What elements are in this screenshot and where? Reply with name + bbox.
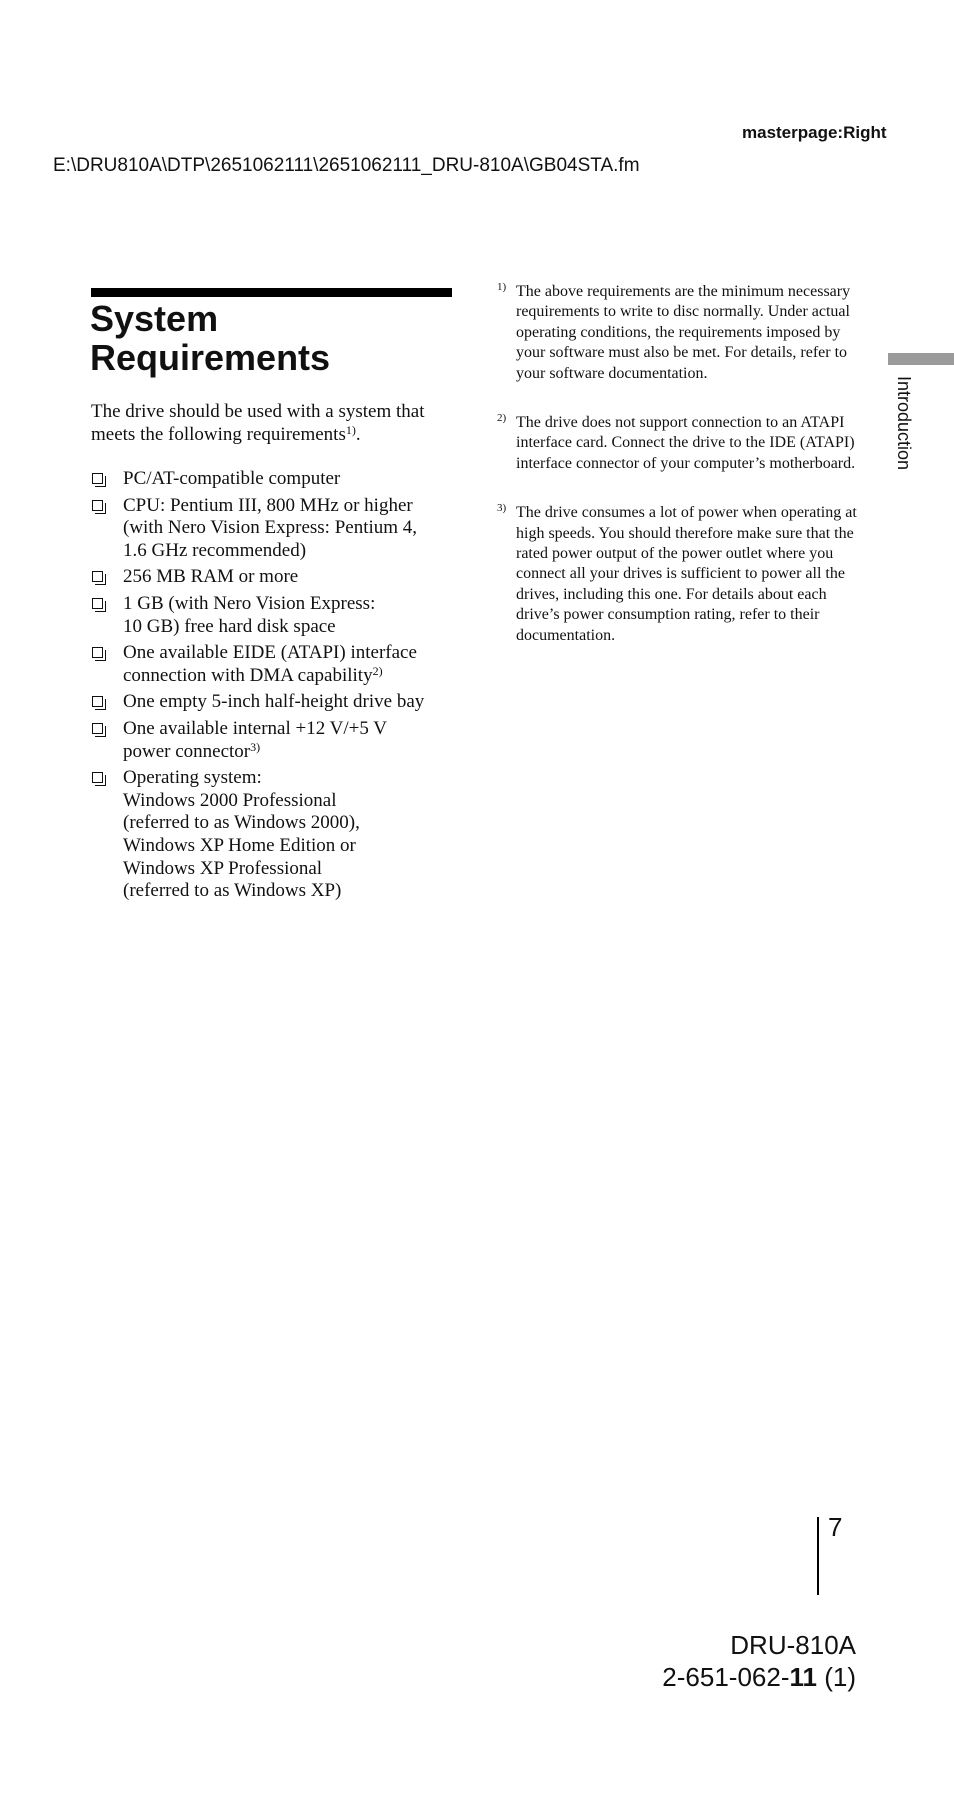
checkbox-bullet-icon: [92, 473, 103, 484]
requirement-item: [91, 468, 466, 491]
requirement-line: (referred to as Windows 2000),: [123, 812, 360, 834]
requirement-item: [91, 642, 466, 687]
requirement-line: [123, 665, 466, 688]
requirement-line: Windows XP Home Edition or: [123, 834, 356, 856]
code-suffix: (1): [817, 1662, 856, 1692]
requirement-line: Windows 2000 Professional: [123, 789, 337, 811]
requirement-item: [91, 718, 466, 763]
intro-text: The drive should be used with a system that meets the following requirements: [91, 401, 425, 445]
masterpage-label: masterpage:Right: [742, 123, 887, 142]
checkbox-bullet-icon: [92, 647, 103, 658]
product-code: [662, 1661, 856, 1693]
requirement-item: [91, 767, 466, 903]
file-path: E:\DRU810A\DTP\2651062111\2651062111_DRU-810A\GB04STA.fm: [53, 155, 640, 176]
requirement-line: 10 GB) free hard disk space: [123, 615, 336, 637]
footnote-ref: 2): [372, 663, 383, 678]
requirement-line-text: connection with DMA capability: [123, 664, 373, 686]
footnotes: [497, 282, 857, 675]
page-number-rule: [817, 1517, 819, 1595]
footnote-number: 1): [497, 281, 507, 293]
footnote: [497, 503, 857, 646]
requirement-line: Operating system:: [123, 767, 262, 789]
requirement-line: (referred to as Windows XP): [123, 880, 342, 902]
heading-rule: [91, 288, 452, 297]
footnote-ref: 3): [250, 739, 261, 754]
requirements-list: [91, 468, 466, 907]
section-tab-marker: [888, 353, 954, 365]
requirement-item: [91, 593, 466, 638]
footnote-text: The drive consumes a lot of power when operating at high speeds. You should therefore make sure that the rated power output of the power outlet where you connect all your drives is sufficient to power all the drives, including this one. For details about each drive’s power consumption rating, refer to their documentation.: [516, 504, 857, 644]
requirement-line: 1 GB (with Nero Vision Express:: [123, 592, 376, 614]
model-name: DRU-810A: [730, 1630, 856, 1660]
page-title: [90, 299, 450, 377]
checkbox-bullet-icon: [92, 598, 103, 609]
title-line-1: System: [90, 298, 219, 339]
requirement-line: Windows XP Professional: [123, 857, 323, 879]
intro-paragraph: [91, 400, 461, 446]
intro-end: .: [355, 424, 361, 445]
requirement-item: [91, 691, 466, 714]
section-tab-label: Introduction: [894, 376, 914, 471]
intro-footnote-ref: 1): [345, 423, 356, 437]
checkbox-bullet-icon: [92, 696, 103, 707]
requirement-item: [91, 566, 466, 589]
requirement-line: [123, 741, 466, 764]
footnote-number: 2): [497, 412, 507, 425]
checkbox-bullet-icon: [92, 723, 103, 734]
model-block: [662, 1629, 856, 1693]
requirement-line: One empty 5-inch half-height drive bay: [123, 691, 425, 713]
requirement-line: One available EIDE (ATAPI) interface: [123, 642, 417, 664]
code-bold: 11: [789, 1662, 817, 1692]
footnote-text: The above requirements are the minimum necessary requirements to write to disc normally. Under actual operating conditions, the requirements imposed by your software must also be met. For details, refer to your software documentation.: [516, 283, 851, 382]
checkbox-bullet-icon: [92, 772, 103, 783]
requirement-line: 1.6 GHz recommended): [123, 539, 307, 561]
requirement-line: PC/AT-compatible computer: [123, 468, 341, 489]
requirement-line: One available internal +12 V/+5 V: [123, 717, 387, 739]
requirement-item: [91, 495, 466, 563]
requirement-line: CPU: Pentium III, 800 MHz or higher: [123, 494, 413, 516]
requirement-line: 256 MB RAM or more: [123, 566, 299, 588]
title-line-2: Requirements: [90, 337, 331, 378]
page-number: 7: [828, 1512, 843, 1542]
checkbox-bullet-icon: [92, 500, 103, 511]
footnote: [497, 282, 857, 384]
footnote-text: The drive does not support connection to an ATAPI interface card. Connect the drive to the IDE (ATAPI) interface connector of your computer’s motherboard.: [516, 414, 856, 472]
footnote-number: 3): [497, 502, 507, 515]
code-prefix: 2-651-062-: [662, 1662, 790, 1692]
footnote: [497, 413, 857, 474]
requirement-line: (with Nero Vision Express: Pentium 4,: [123, 517, 418, 539]
requirement-line-text: power connector: [123, 740, 251, 762]
checkbox-bullet-icon: [92, 571, 103, 582]
